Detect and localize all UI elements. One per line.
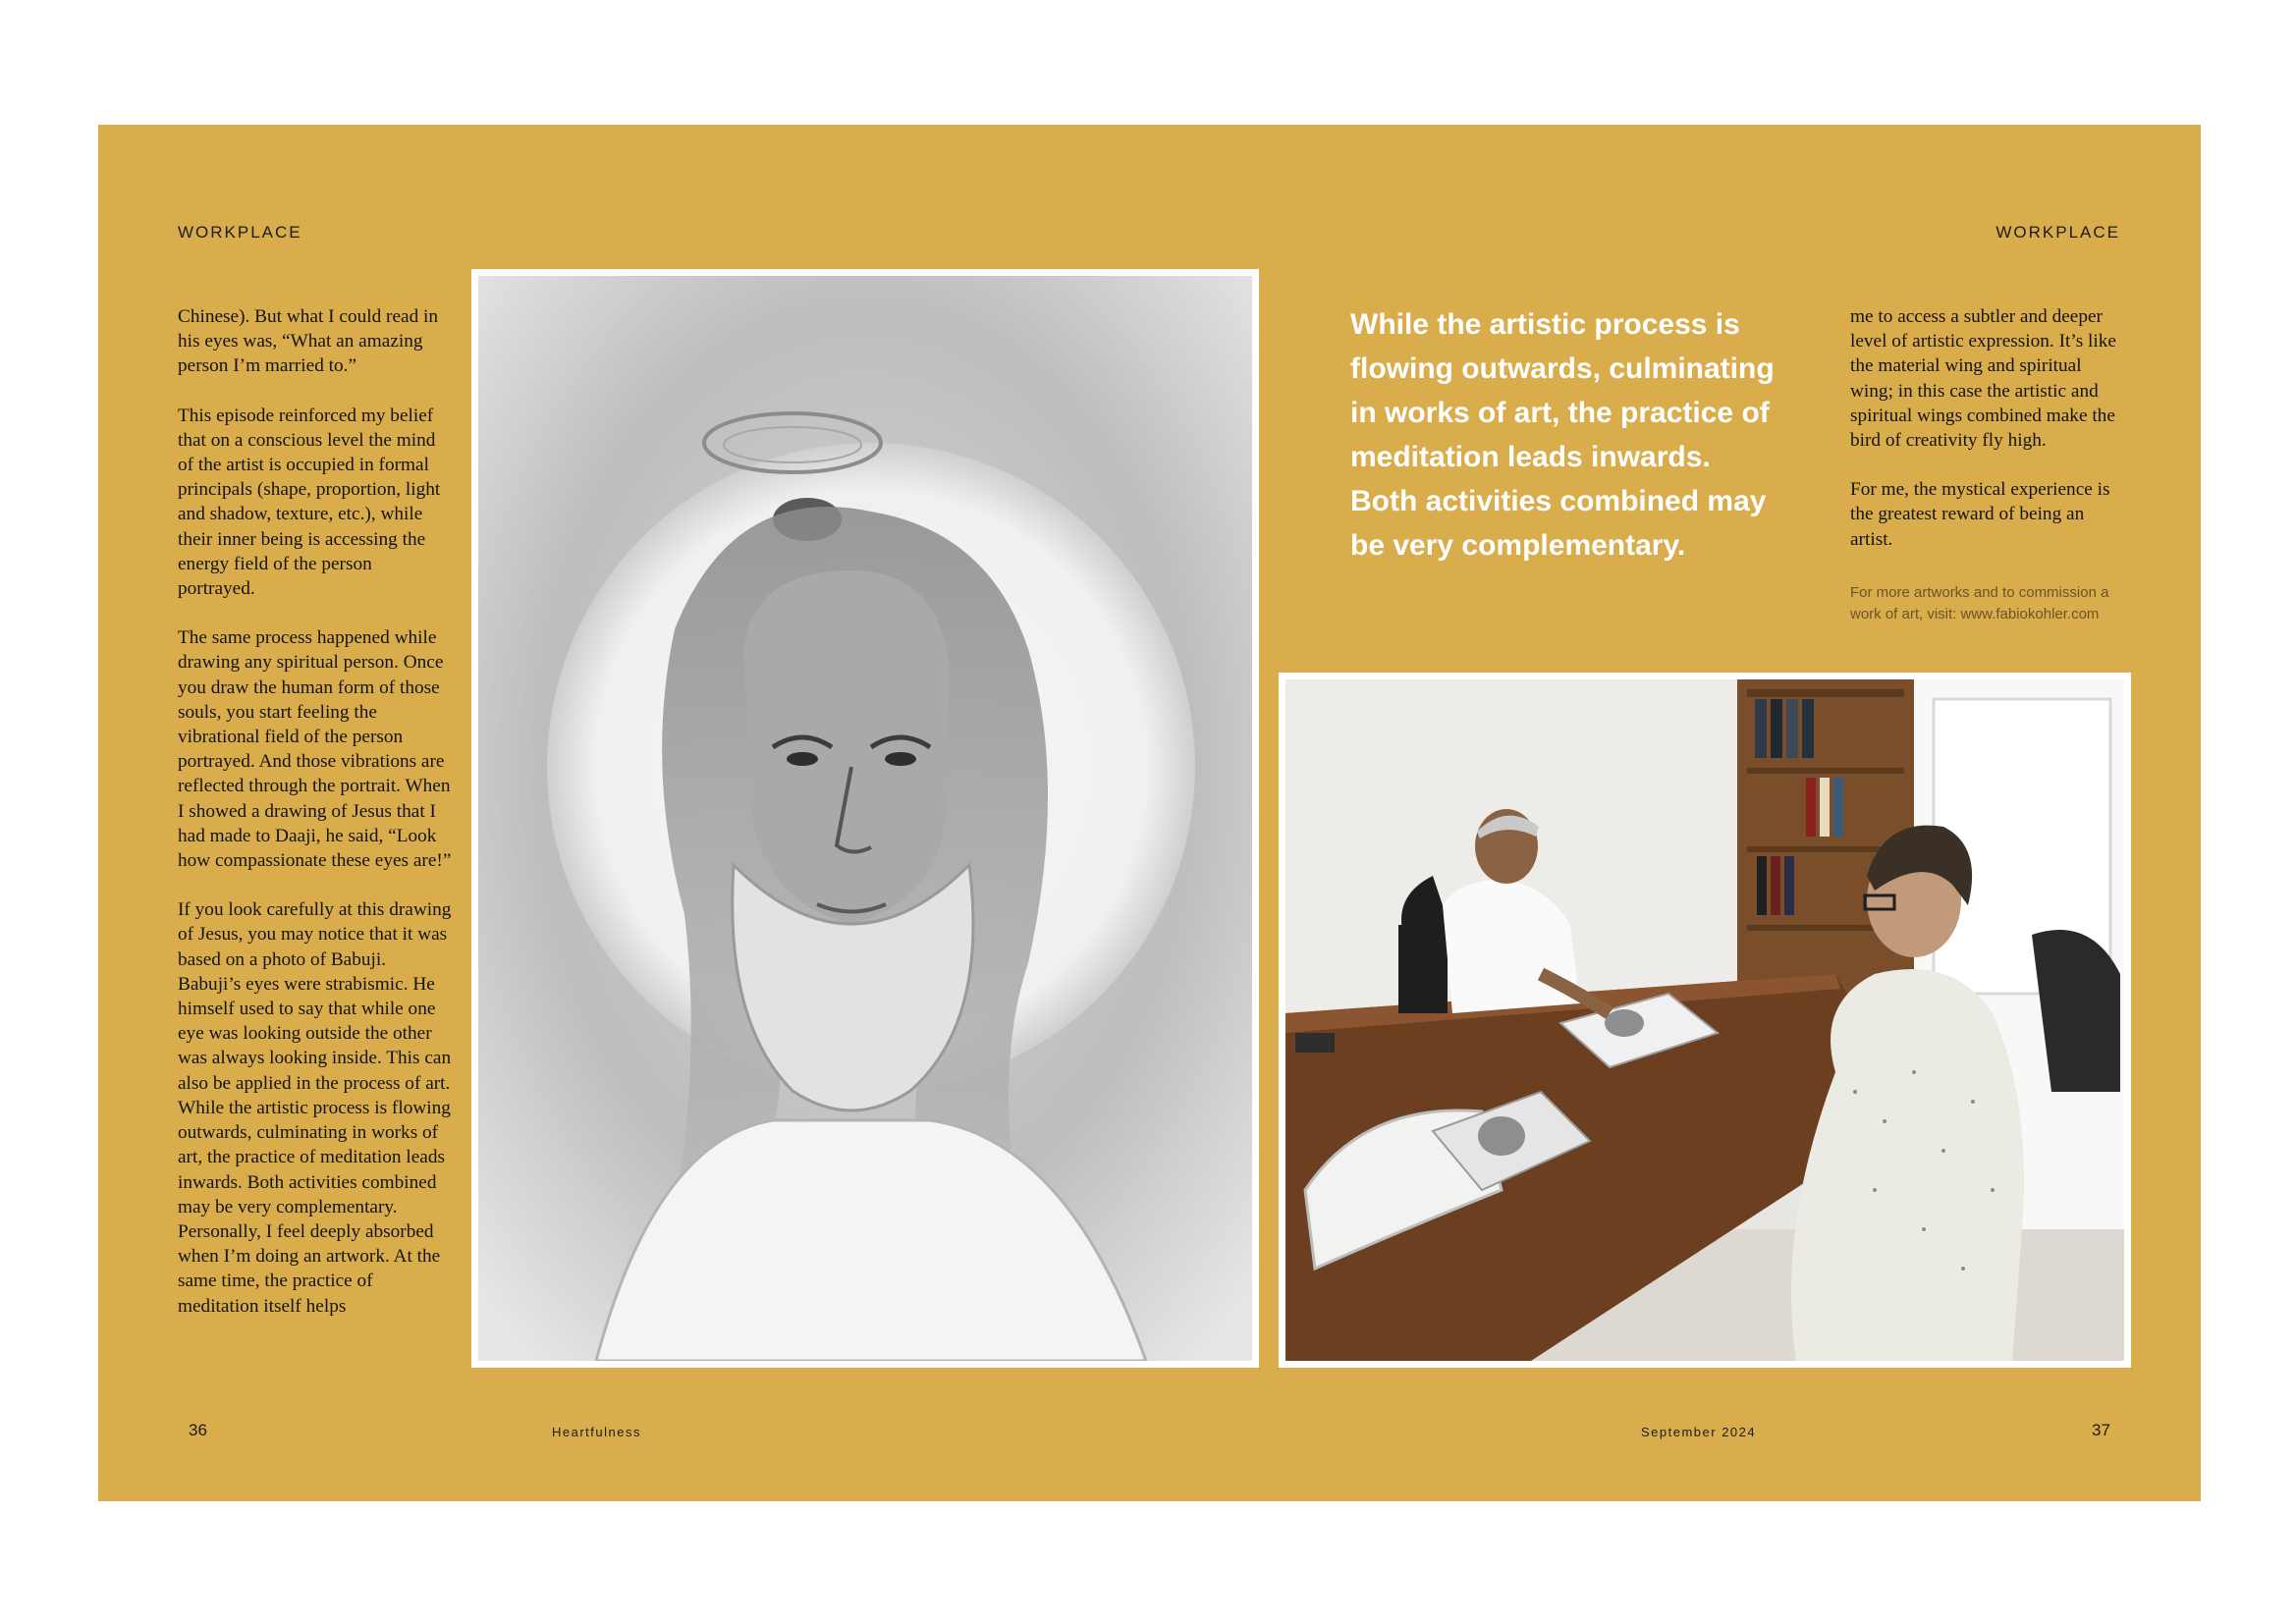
artwork-credit-link[interactable]: For more artworks and to commission a work of art, visit: www.fabiokohler.com: [1850, 584, 2109, 622]
page-number-right: 37: [2092, 1421, 2110, 1439]
magazine-name: Heartfulness: [552, 1425, 641, 1439]
jesus-drawing-image: [471, 269, 1259, 1368]
left-paragraph-3: The same process happened while drawing any spiritual person. Once you draw the human form of those souls, you start feeling the vibrational field of the person portrayed. And those vibrations are reflected through the portrait. When I showed a drawing of Jesus that I had made to Daaji, he said, “Look how compassionate these eyes are!”: [178, 627, 452, 872]
pencil-portrait-illustration: [478, 276, 1252, 1361]
office-scene-illustration: [1285, 679, 2124, 1361]
right-article-column: [1850, 304, 2129, 576]
pull-quote: While the artistic process is flowing outwards, culminating in works of art, the practice of meditation leads inwards. Both activities combined may be very complementary.: [1350, 308, 1775, 562]
right-paragraph-2: For me, the mystical experience is the greatest reward of being an artist.: [1850, 479, 2110, 550]
section-label-right: WORKPLACE: [1995, 223, 2120, 242]
issue-date: September 2024: [1641, 1425, 1757, 1439]
page-number-left: 36: [189, 1421, 207, 1439]
left-article-column: [178, 304, 453, 1343]
office-meeting-photo: [1279, 673, 2131, 1368]
left-paragraph-1: Chinese). But what I could read in his eyes was, “What an amazing person I’m married to.”: [178, 306, 439, 377]
left-paragraph-2: This episode reinforced my belief that on a conscious level the mind of the artist is occupied in formal principals (shape, proportion, light and shadow, texture, etc.), while their inner being is accessing the energy field of the person portrayed.: [178, 405, 441, 600]
left-paragraph-4: If you look carefully at this drawing of Jesus, you may notice that it was based on a photo of Babuji. Babuji’s eyes were strabismic. He himself used to say that while one eye was looking outside the other was always looking inside. This can also be applied in the process of art. While the artistic process is flowing outwards, culminating in works of art, the practice of meditation leads inwards. Both activities combined may be very complementary. Personally, I feel deeply absorbed when I’m doing an artwork. At the same time, the practice of meditation itself helps: [178, 899, 452, 1317]
right-paragraph-1: me to access a subtler and deeper level of artistic expression. It’s like the material wing and spiritual wing; in this case the artistic and spiritual wings combined make the bird of creativity fly high.: [1850, 306, 2116, 452]
magazine-spread: [98, 125, 2201, 1501]
section-label-left: WORKPLACE: [178, 223, 302, 242]
